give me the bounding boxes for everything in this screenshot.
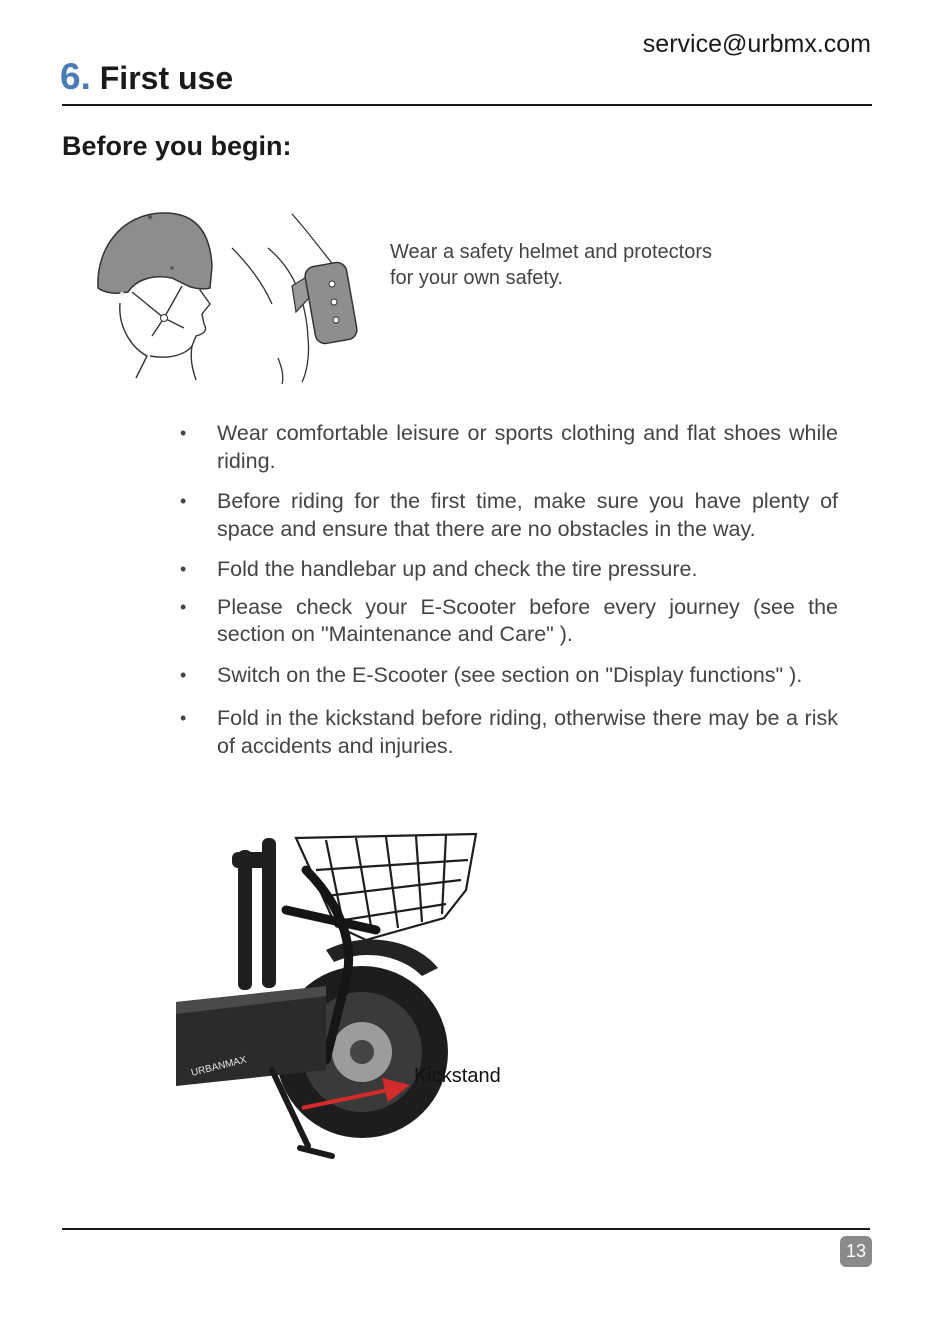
- scooter-kickstand-photo: [176, 830, 486, 1162]
- safety-note-line-2: for your own safety.: [390, 267, 564, 289]
- handlebar-post-illustration: [232, 838, 276, 990]
- bullet-icon: •: [180, 423, 187, 443]
- list-item: [178, 705, 838, 760]
- list-item-text: Fold in the kickstand before riding, otherwise there may be a risk of accidents and injuries.: [217, 706, 838, 758]
- list-item: [178, 662, 838, 690]
- elbow-pad-icon: [292, 261, 358, 345]
- chapter-title: First use: [99, 60, 234, 96]
- kickstand-callout-label: Kickstand: [414, 1065, 501, 1087]
- footer-divider: [62, 1228, 870, 1230]
- list-item: [178, 488, 838, 543]
- bullet-icon: •: [180, 708, 187, 728]
- list-item-text: Please check your E-Scooter before every journey (see the section on "Maintenance and Care" ).: [217, 594, 838, 646]
- page-number-badge: 13: [840, 1236, 872, 1267]
- section-title: Before you begin:: [62, 131, 292, 161]
- bullet-icon: •: [180, 664, 187, 685]
- list-item: [178, 594, 838, 649]
- list-item: [178, 556, 838, 584]
- list-item-text: Fold the handlebar up and check the tire pressure.: [217, 557, 698, 581]
- helmet-protector-illustration: [92, 208, 362, 386]
- bullet-icon: •: [180, 491, 187, 511]
- list-item-text: Switch on the E-Scooter (see section on "Display functions" ).: [217, 662, 803, 687]
- contact-email: service@urbmx.com: [642, 30, 871, 58]
- deck-brand-text: URBANMAX: [190, 1054, 248, 1079]
- bullet-icon: •: [180, 596, 187, 617]
- helmet-icon: [98, 213, 212, 336]
- list-item-text: Wear comfortable leisure or sports clothing and flat shoes while riding.: [217, 421, 838, 473]
- list-item-text: Before riding for the first time, make sure you have plenty of space and ensure that there are no obstacles in the way.: [217, 489, 838, 541]
- chapter-heading: [60, 56, 233, 98]
- chapter-number: 6.: [60, 56, 91, 97]
- header-divider: [62, 104, 872, 106]
- safety-note: [390, 239, 790, 291]
- list-item: [178, 420, 838, 475]
- safety-note-line-1: Wear a safety helmet and protectors: [390, 241, 713, 263]
- bullet-icon: •: [180, 559, 187, 579]
- preparation-list: [178, 420, 838, 760]
